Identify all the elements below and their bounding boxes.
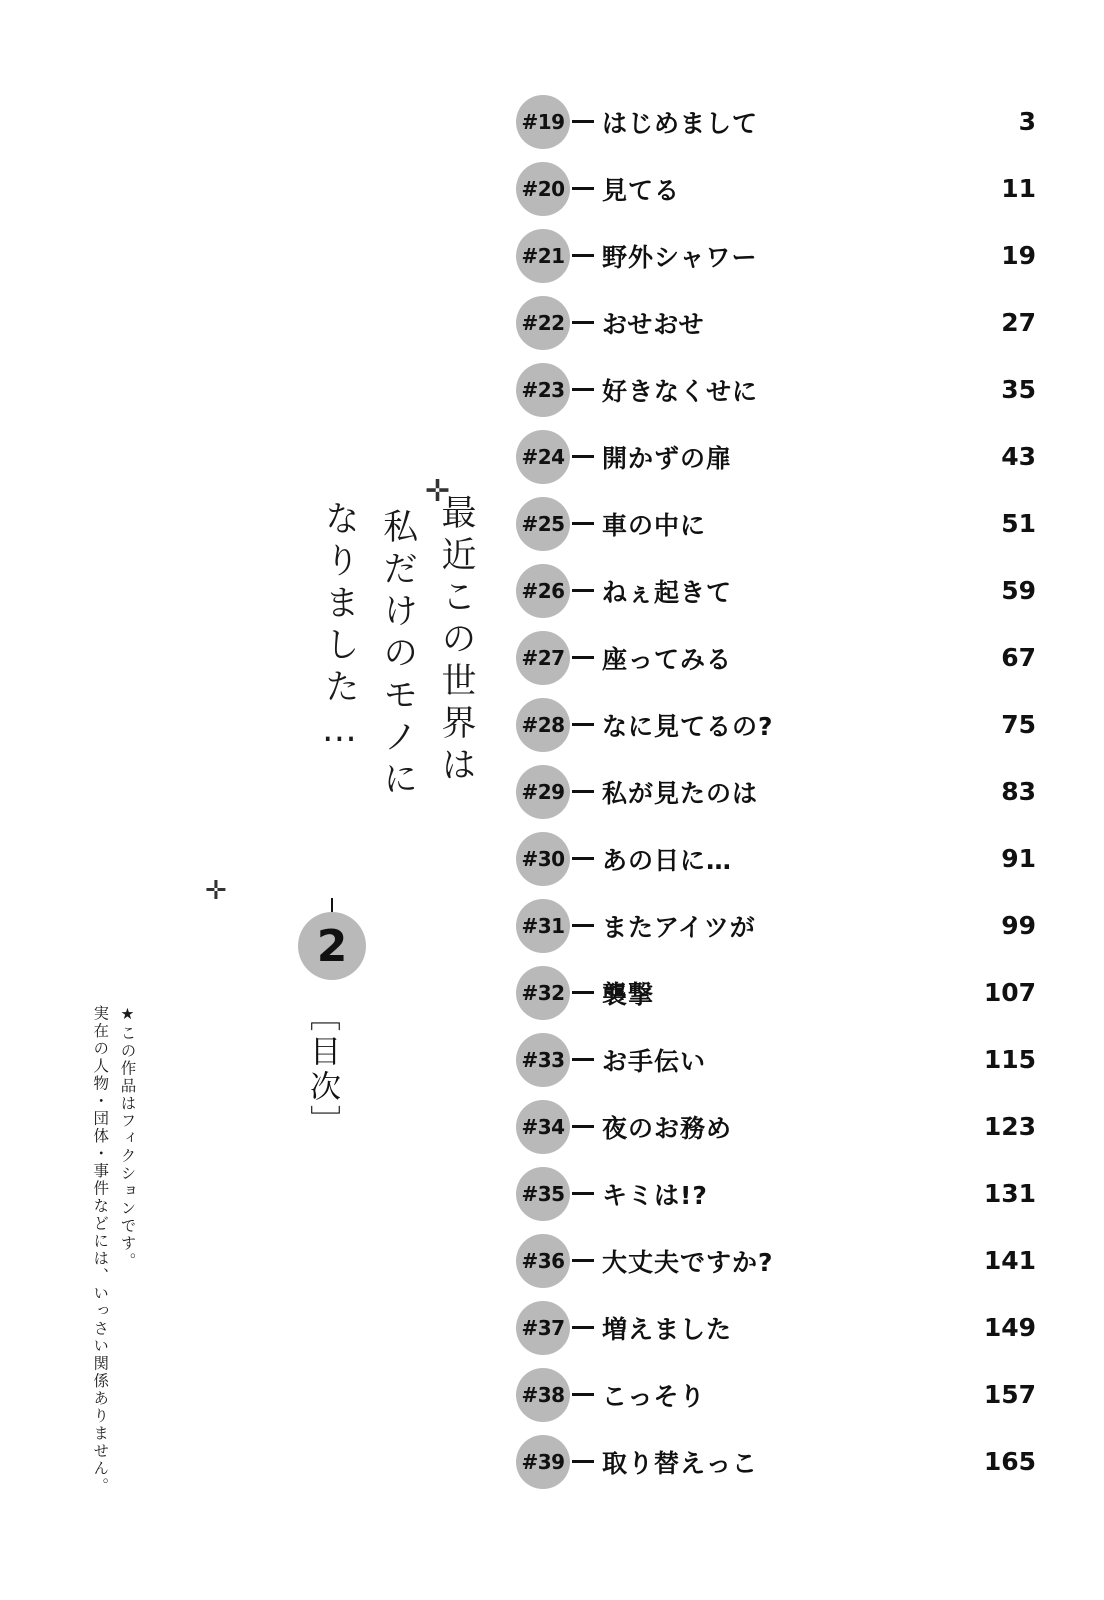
- chapter-title: 開かずの扉: [602, 443, 733, 473]
- chapter-page-number: 51: [1001, 509, 1036, 538]
- chapter-title: 見てる: [602, 175, 681, 205]
- chapter-title: 襲撃: [602, 979, 655, 1009]
- dash-separator-icon: [572, 120, 594, 123]
- chapter-title: 私が見たのは: [602, 778, 759, 808]
- dash-separator-icon: [572, 522, 594, 525]
- chapter-title: 増えました: [602, 1314, 733, 1344]
- contents-row[interactable]: [516, 691, 1036, 758]
- chapter-number-badge: #22: [516, 296, 570, 350]
- chapter-title: 座ってみる: [602, 644, 733, 674]
- chapter-title: お手伝い: [602, 1046, 707, 1076]
- volume-number-badge: 2: [298, 912, 366, 980]
- contents-row[interactable]: [516, 155, 1036, 222]
- chapter-title: こっそり: [602, 1381, 706, 1411]
- disclaimer-line-1: ★この作品はフィクションです。: [118, 1005, 137, 1270]
- dash-separator-icon: [572, 388, 594, 391]
- contents-row[interactable]: [516, 490, 1036, 557]
- chapter-page-number: 11: [1001, 174, 1036, 203]
- chapter-number-badge: #36: [516, 1234, 570, 1288]
- chapter-page-number: 27: [1001, 308, 1036, 337]
- chapter-title: なに見てるの?: [602, 711, 774, 741]
- chapter-page-number: 43: [1001, 442, 1036, 471]
- chapter-number-badge: #28: [516, 698, 570, 752]
- chapter-number-badge: #33: [516, 1033, 570, 1087]
- sparkle-icon: ✛: [425, 474, 451, 509]
- chapter-number-badge: #31: [516, 899, 570, 953]
- chapter-title: 車の中に: [602, 510, 707, 540]
- chapter-page-number: 99: [1001, 911, 1036, 940]
- chapter-title: 取り替えっこ: [602, 1448, 759, 1478]
- dash-separator-icon: [572, 991, 594, 994]
- dash-separator-icon: [572, 187, 594, 190]
- contents-row[interactable]: [516, 892, 1036, 959]
- chapter-title: キミは!?: [602, 1180, 708, 1210]
- chapter-number-badge: #21: [516, 229, 570, 283]
- chapter-title: 野外シャワー: [602, 242, 758, 272]
- chapter-number-badge: #29: [516, 765, 570, 819]
- chapter-page-number: 75: [1001, 710, 1036, 739]
- disclaimer-block: [88, 1005, 139, 1525]
- title-line-2: 私だけのモノに: [377, 508, 418, 802]
- chapter-number-badge: #30: [516, 832, 570, 886]
- chapter-page-number: 123: [983, 1112, 1036, 1141]
- dash-separator-icon: [572, 455, 594, 458]
- dash-separator-icon: [572, 790, 594, 793]
- chapter-number-badge: #37: [516, 1301, 570, 1355]
- chapter-number-badge: #24: [516, 430, 570, 484]
- book-title-block: [200, 480, 480, 910]
- chapter-number-badge: #38: [516, 1368, 570, 1422]
- chapter-page-number: 3: [1018, 107, 1036, 136]
- contents-row[interactable]: [516, 1026, 1036, 1093]
- dash-separator-icon: [572, 1192, 594, 1195]
- chapter-title: あの日に…: [602, 845, 733, 875]
- title-line-3: なりました…: [319, 500, 360, 757]
- chapter-page-number: 91: [1001, 844, 1036, 873]
- contents-row[interactable]: [516, 1160, 1036, 1227]
- contents-row[interactable]: [516, 423, 1036, 490]
- dash-separator-icon: [572, 1058, 594, 1061]
- dash-separator-icon: [572, 1326, 594, 1329]
- chapter-title: 夜のお務め: [602, 1113, 733, 1143]
- chapter-number-badge: #32: [516, 966, 570, 1020]
- contents-row[interactable]: [516, 1294, 1036, 1361]
- chapter-title: 好きなくせに: [602, 376, 759, 406]
- contents-row[interactable]: [516, 1093, 1036, 1160]
- dash-separator-icon: [572, 254, 594, 257]
- dash-separator-icon: [572, 1125, 594, 1128]
- dash-separator-icon: [572, 656, 594, 659]
- chapter-number-badge: #35: [516, 1167, 570, 1221]
- contents-list: [516, 88, 1036, 1495]
- dash-separator-icon: [572, 589, 594, 592]
- chapter-page-number: 115: [983, 1045, 1036, 1074]
- chapter-number-badge: #19: [516, 95, 570, 149]
- chapter-title: またアイツが: [602, 912, 756, 942]
- chapter-page-number: 149: [983, 1313, 1036, 1342]
- chapter-number-badge: #23: [516, 363, 570, 417]
- contents-row[interactable]: [516, 1227, 1036, 1294]
- sparkle-icon: ✛: [205, 876, 227, 906]
- chapter-number-badge: #26: [516, 564, 570, 618]
- chapter-title: おせおせ: [602, 309, 705, 339]
- chapter-number-badge: #34: [516, 1100, 570, 1154]
- chapter-page-number: 35: [1001, 375, 1036, 404]
- contents-row[interactable]: [516, 825, 1036, 892]
- contents-row[interactable]: [516, 1361, 1036, 1428]
- contents-row[interactable]: [516, 557, 1036, 624]
- dash-separator-icon: [572, 723, 594, 726]
- contents-row[interactable]: [516, 624, 1036, 691]
- chapter-page-number: 157: [983, 1380, 1036, 1409]
- chapter-page-number: 141: [983, 1246, 1036, 1275]
- table-of-contents-label: ［目次］: [304, 1000, 340, 1140]
- chapter-number-badge: #20: [516, 162, 570, 216]
- chapter-number-badge: #39: [516, 1435, 570, 1489]
- contents-row[interactable]: [516, 222, 1036, 289]
- disclaimer-line-2: 実在の人物・団体・事件などには、いっさい関係ありません。: [91, 1005, 110, 1495]
- contents-row[interactable]: [516, 959, 1036, 1026]
- chapter-page-number: 107: [983, 978, 1036, 1007]
- dash-separator-icon: [572, 1460, 594, 1463]
- chapter-title: はじめまして: [602, 108, 759, 138]
- chapter-number-badge: #25: [516, 497, 570, 551]
- chapter-page-number: 59: [1001, 576, 1036, 605]
- dash-separator-icon: [572, 857, 594, 860]
- chapter-title: ねぇ起きて: [602, 577, 733, 607]
- dash-separator-icon: [572, 924, 594, 927]
- contents-row[interactable]: [516, 289, 1036, 356]
- contents-row[interactable]: [516, 1428, 1036, 1495]
- chapter-page-number: 19: [1001, 241, 1036, 270]
- chapter-page-number: 83: [1001, 777, 1036, 806]
- contents-row[interactable]: [516, 88, 1036, 155]
- chapter-title: 大丈夫ですか?: [602, 1247, 774, 1277]
- contents-row[interactable]: [516, 356, 1036, 423]
- contents-row[interactable]: [516, 758, 1036, 825]
- dash-separator-icon: [572, 1393, 594, 1396]
- title-line-1: 最近この世界は: [436, 494, 476, 788]
- chapter-number-badge: #27: [516, 631, 570, 685]
- chapter-page-number: 131: [983, 1179, 1036, 1208]
- chapter-page-number: 67: [1001, 643, 1036, 672]
- chapter-page-number: 165: [983, 1447, 1036, 1476]
- dash-separator-icon: [572, 1259, 594, 1262]
- dash-separator-icon: [572, 321, 594, 324]
